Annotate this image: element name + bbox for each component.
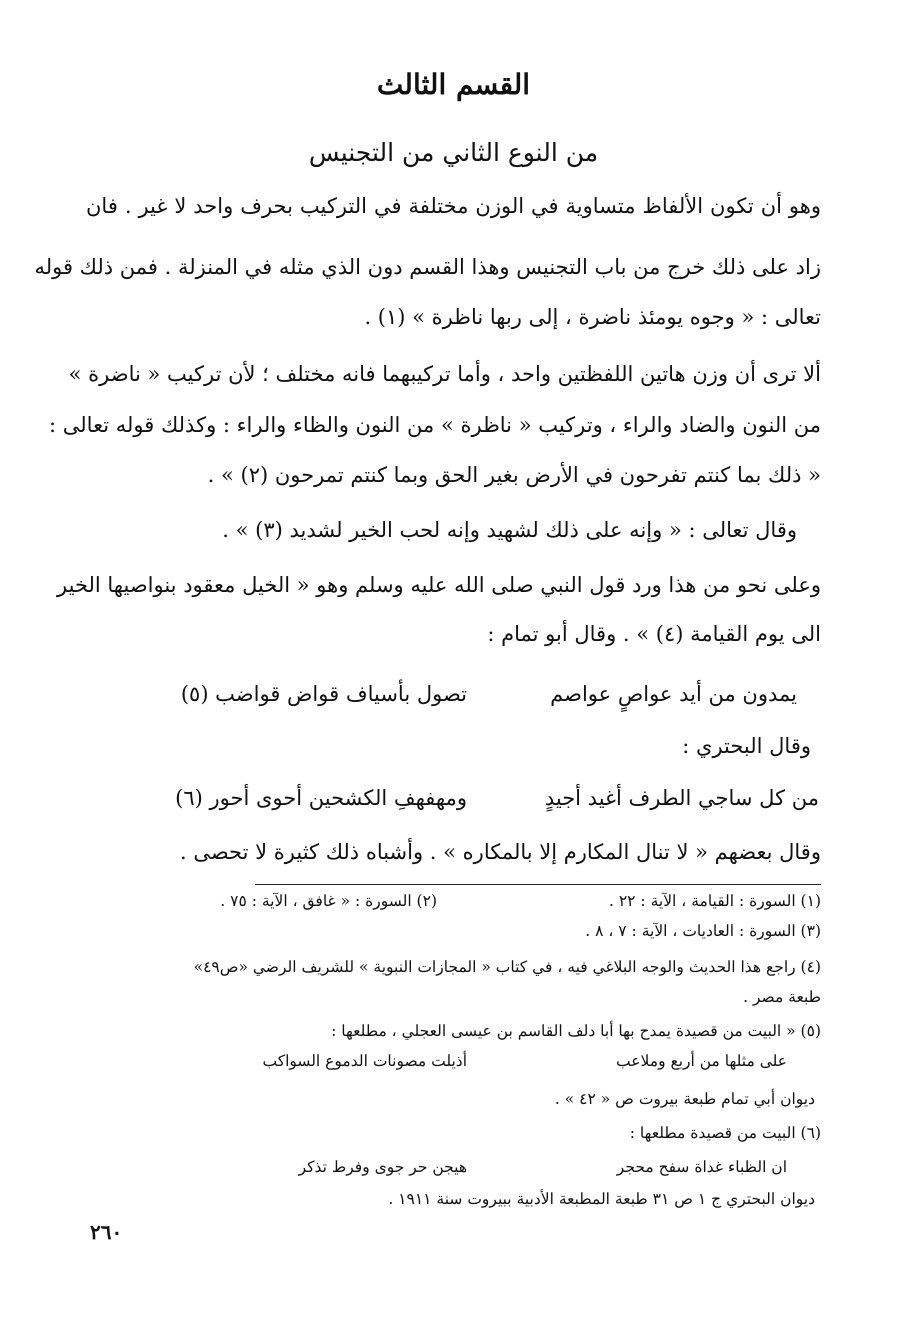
section-heading: القسم الثالث [376, 68, 531, 101]
footnote: (٦) البيت من قصيدة مطلعها : [629, 1124, 821, 1142]
paragraph-line: الى يوم القيامة (٤) » . وقال أبو تمام : [487, 622, 821, 646]
page-number: ٢٦٠ [90, 1220, 123, 1244]
paragraph-line: وقال البحتري : [682, 734, 811, 758]
paragraph-line: « ذلك بما كنتم تفرحون في الأرض بغير الحق وبما كنتم تمرحون (٢) » . [207, 463, 821, 487]
footnote-verse-first: على مثلها من أربع وملاعب [616, 1052, 787, 1070]
footnote-continuation: ديوان البحتري ج ١ ص ٣١ طبعة المطبعة الأدبية ببيروت سنة ١٩١١ . [388, 1190, 815, 1208]
footnote-continuation: ديوان أبي تمام طبعة بيروت ص « ٤٢ » . [554, 1090, 815, 1108]
paragraph-line: زاد على ذلك خرج من باب التجنيس وهذا القسم دون الذي مثله في المنزلة . فمن ذلك قوله [34, 255, 821, 279]
footnote: (٣) السورة : العاديات ، الآية : ٧ ، ٨ . [585, 922, 821, 940]
footnote: (٢) السورة : « غافق ، الآية : ٧٥ . [220, 892, 437, 910]
footnote: (٥) « البيت من قصيدة يمدح بها أبا دلف القاسم بن عيسى العجلي ، مطلعها : [331, 1022, 821, 1040]
footnote-continuation: طبعة مصر . [743, 988, 821, 1006]
paragraph-line: من النون والضاد والراء ، وتركيب « ناظرة » من النون والظاء والراء : وكذلك قوله تعالى : [49, 413, 821, 437]
paragraph-line: وعلى نحو من هذا ورد قول النبي صلى الله عليه وسلم وهو « الخيل معقود بنواصيها الخير [57, 573, 821, 597]
paragraph-line: وقال تعالى : « وإنه على ذلك لشهيد وإنه لحب الخير لشديد (٣) » . [222, 518, 797, 542]
paragraph-line: تعالى : « وجوه يومئذ ناضرة ، إلى ربها ناظرة » (١) . [364, 305, 821, 329]
footnote-verse-second: أذيلت مصونات الدموع السواكب [262, 1052, 467, 1070]
verse-hemistich-first: يمدون من أيد عواصٍ عواصم [550, 682, 797, 706]
section-subtitle: من النوع الثاني من التجنيس [308, 138, 599, 167]
footnote: (٤) راجع هذا الحديث والوجه البلاغي فيه ، في كتاب « المجازات النبوية » للشريف الرضي «ص٤٩» [193, 958, 821, 976]
verse-hemistich-second: ومهفهفِ الكشحين أحوى أحور (٦) [175, 786, 467, 810]
verse-hemistich-second: تصول بأسياف قواض قواضب (٥) [180, 682, 467, 706]
footnote-verse-first: ان الظباء غداة سفح محجر [616, 1158, 787, 1176]
footnote-separator [255, 884, 821, 885]
paragraph-line: ألا ترى أن وزن هاتين اللفظتين واحد ، وأما تركيبهما فانه مختلف ؛ لأن تركيب « ناضرة » [68, 362, 821, 386]
footnote: (١) السورة : القيامة ، الآية : ٢٢ . [608, 892, 821, 910]
footnote-verse-second: هيجن حر جوى وفرط تذكر [298, 1158, 467, 1176]
paragraph-line: وقال بعضهم « لا تنال المكارم إلا بالمكاره » . وأشباه ذلك كثيرة لا تحصى . [179, 840, 821, 864]
verse-hemistich-first: من كل ساجي الطرف أغيد أجيدٍ [544, 786, 819, 810]
paragraph-line: وهو أن تكون الألفاظ متساوية في الوزن مختلفة في التركيب بحرف واحد لا غير . فان [86, 194, 821, 218]
